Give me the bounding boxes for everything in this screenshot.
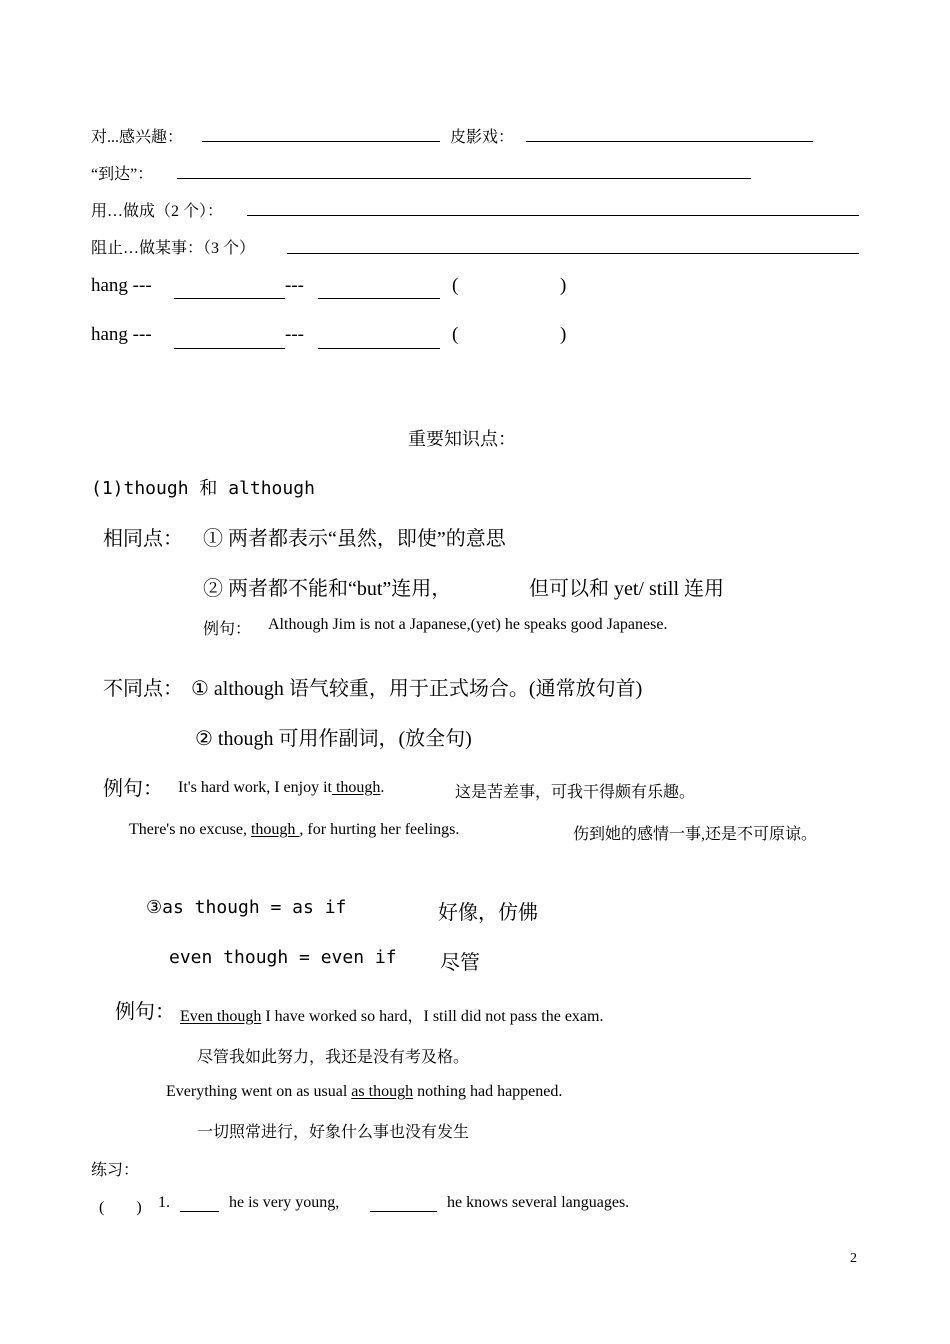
as-though-example-label: 例句： xyxy=(115,1001,175,1023)
differences-example-1-cn: 这是苦差事，可我干得颇有乐趣。 xyxy=(455,784,696,801)
as-though-example-1-cn: 尽管我如此努力，我还是没有考及格。 xyxy=(197,1049,470,1066)
practice-q1-end: he knows several languages. xyxy=(447,1194,630,1211)
differences-label: 不同点： xyxy=(103,678,183,700)
hang-sep-1: --- xyxy=(285,275,304,296)
practice-q1-middle: he is very young, xyxy=(229,1194,340,1211)
hang-word-2: hang --- xyxy=(91,324,152,345)
as-though-line-1-cn: 好像，仿佛 xyxy=(438,902,538,924)
similarities-point-2-prefix: ② 两者都不能和“but”连用， xyxy=(203,578,452,600)
similarities-example-label: 例句： xyxy=(203,621,252,638)
blank-shadow-play[interactable] xyxy=(526,141,813,142)
ex2-before: Everything went on as usual xyxy=(166,1083,352,1100)
ex1-after: . xyxy=(380,779,385,796)
hang-sep-2: --- xyxy=(285,324,304,345)
similarities-point-2-suffix: 但可以和 yet/ still 连用 xyxy=(529,578,724,600)
ex1-before: It's hard work, I enjoy it xyxy=(178,779,332,796)
practice-q1-blank-1[interactable] xyxy=(180,1211,219,1212)
ex1-underlined: though xyxy=(331,779,381,796)
differences-example-2-cn: 伤到她的感情一事,还是不可原谅。 xyxy=(573,826,818,843)
practice-q1-blank-2[interactable] xyxy=(370,1211,437,1212)
similarities-label: 相同点： xyxy=(103,528,183,550)
as-though-line-2: even though = even if xyxy=(169,947,397,968)
blank-made-of[interactable] xyxy=(247,215,859,216)
hang-blank-1a[interactable] xyxy=(174,298,285,299)
blank-interested-in[interactable] xyxy=(202,141,440,142)
differences-example-label: 例句： xyxy=(103,778,163,800)
ex2-underlined: though xyxy=(250,821,300,838)
hang-blank-1b[interactable] xyxy=(318,298,440,299)
label-made-of: 用…做成（2 个）： xyxy=(91,203,224,220)
as-though-example-2 xyxy=(166,1083,562,1101)
differences-point-2: ② though 可用作副词，(放全句) xyxy=(195,728,472,750)
hang-blank-2a[interactable] xyxy=(174,348,285,349)
ex2-before: There's no excuse, xyxy=(129,821,251,838)
hang-word-1: hang --- xyxy=(91,275,152,296)
blank-arrive[interactable] xyxy=(177,178,751,179)
as-though-example-1 xyxy=(180,1003,603,1026)
ex2-after: , for hurting her feelings. xyxy=(299,821,460,838)
ex2-as-though: as though xyxy=(351,1083,414,1100)
as-though-line-1: ③as though = as if xyxy=(146,897,347,918)
ex1-even-though: Even though xyxy=(180,1008,262,1025)
label-shadow-play: 皮影戏： xyxy=(450,129,515,146)
hang-paren-open-2: ( xyxy=(452,324,459,345)
hang-paren-close-1: ) xyxy=(560,275,567,296)
practice-q1-paren[interactable]: ( ) xyxy=(99,1199,142,1216)
section-title: 重要知识点： xyxy=(408,429,516,449)
practice-q1-number: 1. xyxy=(158,1194,170,1211)
as-though-example-2-cn: 一切照常进行，好象什么事也没有发生 xyxy=(197,1124,470,1141)
differences-example-1 xyxy=(178,779,384,797)
ex2-rest: nothing had happened. xyxy=(413,1083,563,1100)
practice-label: 练习： xyxy=(91,1162,140,1179)
ex1-rest: I have worked so hard，I still did not pass the exam. xyxy=(261,1008,604,1025)
similarities-example: Although Jim is not a Japanese,(yet) he speaks good Japanese. xyxy=(268,616,668,633)
label-prevent: 阻止…做某事：（3 个） xyxy=(91,240,256,257)
label-arrive: “到达”： xyxy=(91,166,154,183)
page-number: 2 xyxy=(850,1251,857,1266)
blank-prevent[interactable] xyxy=(287,253,859,254)
hang-paren-close-2: ) xyxy=(560,324,567,345)
as-though-line-2-cn: 尽管 xyxy=(440,952,480,974)
hang-blank-2b[interactable] xyxy=(318,348,440,349)
differences-example-2 xyxy=(129,821,459,839)
hang-paren-open-1: ( xyxy=(452,275,459,296)
label-interested-in: 对...感兴趣： xyxy=(91,129,184,146)
similarities-point-1: ① 两者都表示“虽然，即使”的意思 xyxy=(203,528,506,550)
differences-point-1: ① although 语气较重，用于正式场合。(通常放句首) xyxy=(191,678,643,700)
topic-heading: (1)though 和 although xyxy=(91,478,315,499)
